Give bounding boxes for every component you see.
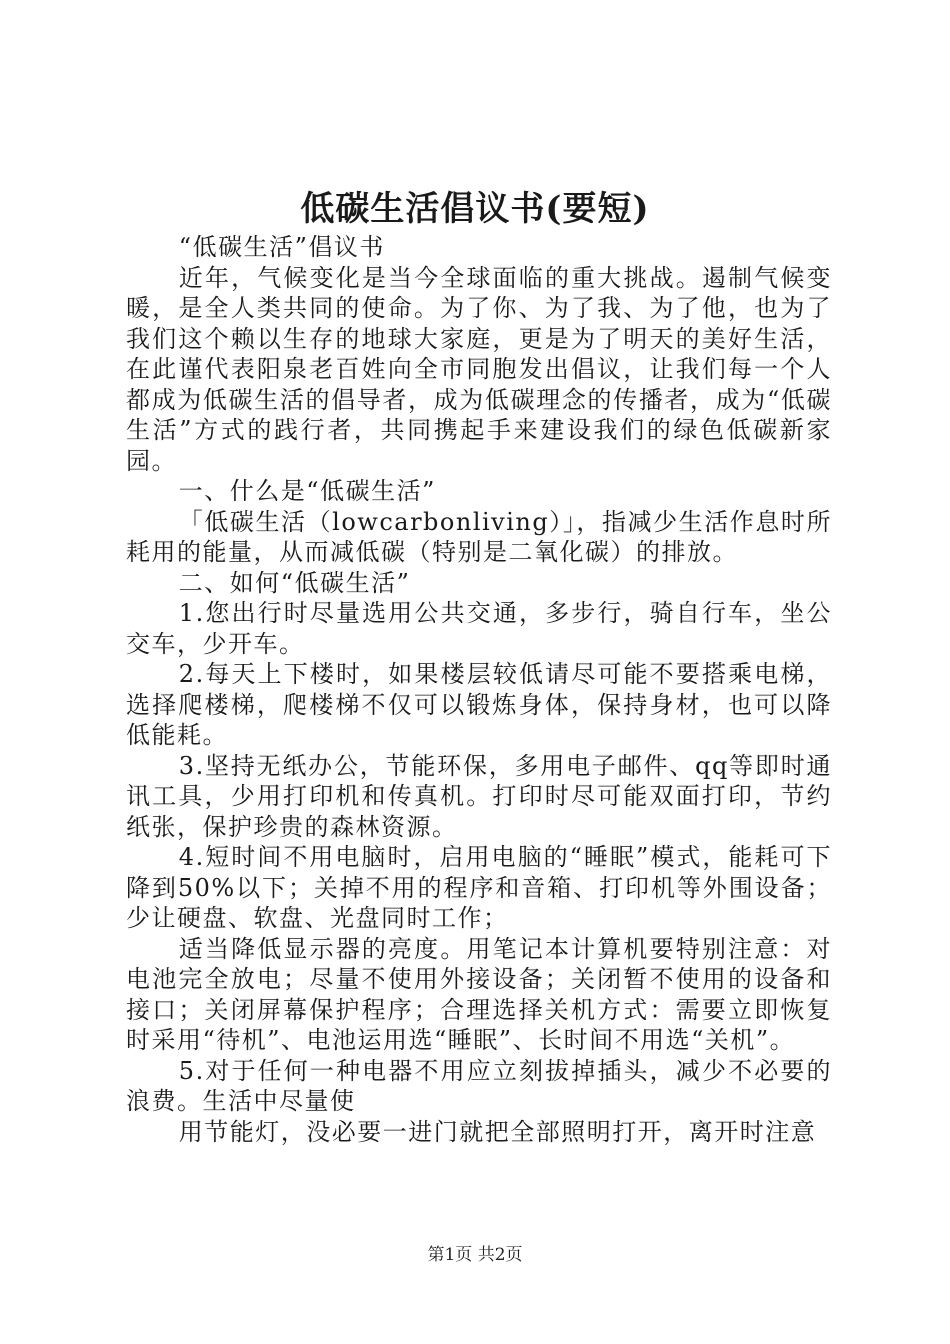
paragraph-definition: 「低碳生活（lowcarbonliving）」，指减少生活作息时所耗用的能量，从而减低碳（特别是二氧化碳）的排放。 xyxy=(126,507,832,566)
list-item-5: 5.对于任何一种电器不用应立刻拔掉插头，减少不必要的浪费。生活中尽量使 xyxy=(126,1056,832,1115)
page-footer: 第1页 共2页 xyxy=(427,1245,523,1265)
paragraph-heading: “低碳生活”倡议书 xyxy=(178,233,385,261)
paragraph-lighting: 用节能灯，没必要一进门就把全部照明打开，离开时注意 xyxy=(178,1117,817,1146)
paragraph-intro: 近年，气候变化是当今全球面临的重大挑战。遏制气候变暖，是全人类共同的使命。为了你、为了我、为了他，也为了我们这个赖以生存的地球大家庭，更是为了明天的美好生活，在此谨代表阳泉老百姓向全市同胞发出倡议，让我们每一个人都成为低碳生活的倡导者，成为低碳理念的传播者，成为“低碳生活”方式的践行者，共同携起手来建设我们的绿色低碳新家园。 xyxy=(126,263,832,475)
list-item-4: 4.短时间不用电脑时，启用电脑的“睡眠”模式，能耗可下降到50%以下；关掉不用的程序和音箱、打印机等外围设备；少让硬盘、软盘、光盘同时工作； xyxy=(126,843,832,932)
list-item-1: 1.您出行时尽量选用公共交通，多步行，骑自行车，坐公交车，少开车。 xyxy=(126,599,832,658)
document-body xyxy=(126,232,832,1147)
section-heading-how: 二、如何“低碳生活” xyxy=(178,568,411,597)
section-heading-what: 一、什么是“低碳生活” xyxy=(178,477,436,505)
list-item-2: 2.每天上下楼时，如果楼层较低请尽可能不要搭乘电梯，选择爬楼梯，爬楼梯不仅可以锻炼身体，保持身材，也可以降低能耗。 xyxy=(126,660,832,749)
paragraph-display: 适当降低显示器的亮度。用笔记本计算机要特别注意：对电池完全放电；尽量不使用外接设备；关闭暂不使用的设备和接口；关闭屏幕保护程序；合理选择关机方式：需要立即恢复时采用“待机”、电池运用选“睡眠”、长时间不用选“关机”。 xyxy=(126,934,832,1054)
document-title: 低碳生活倡议书(要短) xyxy=(300,189,650,229)
list-item-3: 3.坚持无纸办公，节能环保，多用电子邮件、qq等即时通讯工具，少用打印机和传真机。打印时尽可能双面打印，节约纸张，保护珍贵的森林资源。 xyxy=(126,751,832,841)
